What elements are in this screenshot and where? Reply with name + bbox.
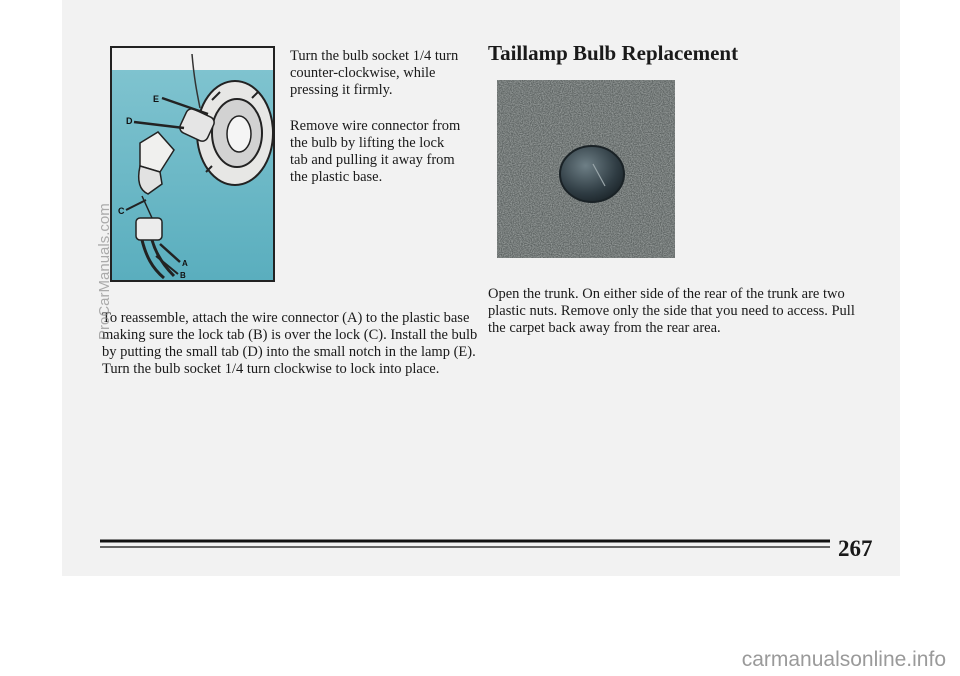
figure-label-e: E	[153, 94, 160, 104]
step-turn-socket: Turn the bulb socket 1/4 turn counter-clockwise, while pressing it firmly.	[290, 48, 459, 98]
side-watermark-text: ProCarManuals.com	[96, 203, 113, 340]
footer-watermark: carmanualsonline.info	[741, 648, 946, 671]
figure-label-b: B	[180, 271, 186, 280]
trunk-photo-drawing	[497, 80, 675, 258]
bulb-socket-drawing	[112, 48, 273, 280]
reassemble-instructions: To reassemble, attach the wire connector (A) to the plastic base making sure the lock tab (B) is over the lock (C). Install the bulb by putting the small tab (D) into the small notch in the lamp (E). Turn the bulb socket 1/4 turn clockwise to lock into place.	[102, 310, 478, 377]
figure-label-c: C	[118, 206, 125, 216]
step-remove-connector: Remove wire connector from the bulb by lifting the lock tab and pulling it away from the plastic base.	[290, 118, 461, 185]
page-number: 267	[838, 536, 873, 561]
trunk-plastic-nut-photo	[497, 80, 675, 258]
trunk-instructions: Open the trunk. On either side of the rear of the trunk are two plastic nuts. Remove only the side that you need to access. Pull the carpet back away from the rear area.	[488, 286, 855, 336]
bulb-socket-illustration	[110, 46, 275, 282]
figure-label-a: A	[182, 259, 188, 268]
footer-rule	[100, 526, 830, 556]
section-heading: Taillamp Bulb Replacement	[488, 41, 739, 65]
figure-label-d: D	[126, 116, 133, 126]
